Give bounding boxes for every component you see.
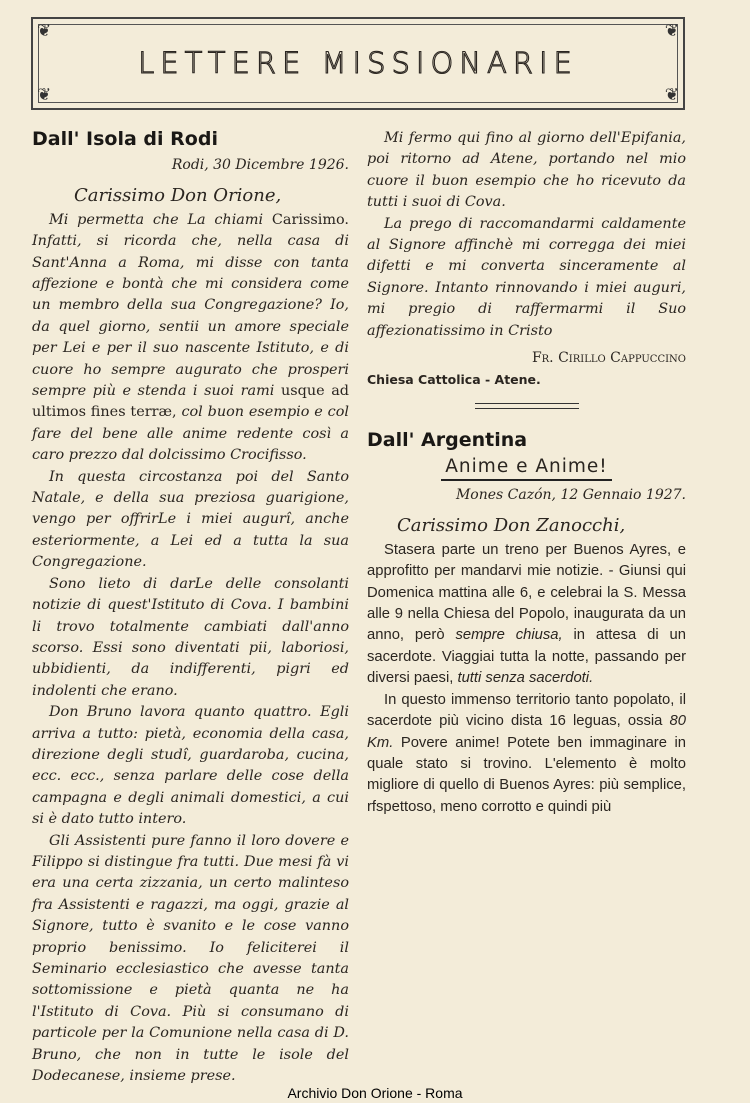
dateline-argentina: Mones Cazón, 12 Gennaio 1927.	[455, 486, 686, 503]
paragraph	[367, 540, 686, 690]
section-title-argentina: Dall' Argentina	[367, 429, 528, 452]
ornament-icon: ❦	[37, 85, 52, 105]
text-run: Stasera parte un treno per Buenos Ayres, e approfitto per mandarvi mie notizie. - Giunsi qui Domenica mattina alle 6, e celebrai la S. Messa alle 9 nella Chiesa del Popolo, inaugurata da un anno, però	[367, 541, 686, 644]
ornament-icon: ❦	[664, 85, 679, 105]
text-run: in attesa di un sacerdote. Viaggiai tutta la notte, passando per diversi paesi,	[367, 627, 686, 687]
text-run: Mi permetta che La chiami	[49, 211, 272, 228]
ornament-icon: ❦	[37, 21, 52, 41]
text-run: tutti senza sacerdoti.	[457, 670, 594, 687]
right-column	[367, 128, 686, 818]
paragraph	[367, 214, 686, 342]
letter-body-argentina	[367, 540, 686, 818]
paragraph	[32, 702, 349, 830]
paragraph	[32, 467, 349, 574]
letter-body-rodi-left	[32, 210, 349, 1088]
dateline-rodi: Rodi, 30 Dicembre 1926.	[171, 156, 349, 173]
text-run: Carissimo.	[271, 211, 349, 228]
salutation-argentina: Carissimo Don Zanocchi,	[397, 514, 626, 536]
ornament-icon: ❦	[664, 21, 679, 41]
paragraph	[367, 128, 686, 214]
text-run: Mi fermo qui fino al giorno dell'Epifania, poi ritorno ad Atene, portando nel mio cuore il buon esempio che ho ricevuto da tutti i suoi di Cova.	[367, 130, 686, 211]
archive-footer: Archivio Don Orione - Roma	[287, 1085, 463, 1101]
page-title: LETTERE MISSIONARIE	[138, 46, 578, 80]
letter-body-rodi-right	[367, 128, 686, 342]
text-run: Sono lieto di darLe delle consolanti notizie di quest'Istituto di Cova. I bambini li trovo totalmente cambiati dall'anno scorso. Essi sono diventati pii, laboriosi, ubbidienti, da indifferenti, pigri ed indolenti che erano.	[32, 575, 349, 699]
text-run: Gli Assistenti pure fanno il loro dovere e Filippo si distingue fra tutti. Due mesi fà vi era una certa zizzania, un certo malinteso fra Assistenti e ragazzi, ma oggi, grazie al Signore, tutto è svanito e le cose vanno proprio benissimo. Io feliciterei il Seminario ecclesiastico che avesse tanta sottomissione e pietà quanta ne ha l'Istituto di Cova. Più si consumano di particole per la Comunione nella casa di D. Bruno, che non in tutte le isole del Dodecanese, insieme prese.	[32, 832, 349, 1085]
paragraph	[32, 574, 349, 702]
subtitle-text: Anime e Anime!	[441, 456, 611, 481]
church-line: Chiesa Cattolica - Atene.	[367, 372, 541, 388]
text-run: usque ad ultimos fines terræ,	[32, 383, 349, 421]
text-run: In questa circostanza poi del Santo Natale, e della sua preziosa guarigione, vengo per offrirLe i miei augurî, anche esteriormente, a Lei ed a tutta la sua Congregazione.	[32, 468, 349, 571]
section-divider	[475, 403, 579, 409]
text-run: In questo immenso territorio tanto popolato, il sacerdote più vicino dista 16 leguas, ossia	[367, 691, 686, 730]
salutation-rodi: Carissimo Don Orione,	[74, 184, 282, 206]
signature: Fr. Cirillo Cappuccino	[531, 350, 686, 367]
text-run: Povere anime! Potete ben immaginare in quale stato si trovino. L'elemento è molto migliore di quello di Buenos Ayres: più semplice, rfspettoso, meno corrotto e quindi più	[367, 734, 686, 815]
subtitle-argentina	[367, 456, 686, 481]
paragraph	[367, 690, 686, 818]
text-run: col buon esempio e col fare del bene alle anime redente così a caro prezzo dal dolcissimo Crocifisso.	[32, 404, 349, 464]
left-column	[32, 128, 349, 1087]
paragraph	[32, 210, 349, 467]
text-run: 80 Km.	[367, 713, 686, 751]
text-run: sempre chiusa,	[455, 627, 563, 644]
section-title-rodi: Dall' Isola di Rodi	[32, 128, 218, 150]
paragraph	[32, 831, 349, 1088]
text-run: La prego di raccomandarmi caldamente al Signore affinchè mi corregga dei miei difetti e mi converta sinceramente al Signore. Intanto rinnovando i miei auguri, mi pregio di raffermarmi il Suo affezionatissimo in Cristo	[367, 215, 686, 339]
text-run: Infatti, si ricorda che, nella casa di Sant'Anna a Roma, mi disse con tanta affezione e bontà che mi considera come un membro della sua Congregazione? Io, da quel giorno, sentii un amore speciale per Lei e per il suo nascente Istituto, e di cuore ho sempre augurato che prosperi sempre più e stenda i suoi rami	[32, 233, 349, 400]
header-frame	[31, 17, 685, 110]
text-run: Don Bruno lavora quanto quattro. Egli arriva a tutto: pietà, economia della casa, direzione degli studî, guardaroba, cucina, ecc. ecc., senza parlare delle cose della campagna e degli animali domestici, a cui si è dato tutto intero.	[32, 704, 349, 828]
